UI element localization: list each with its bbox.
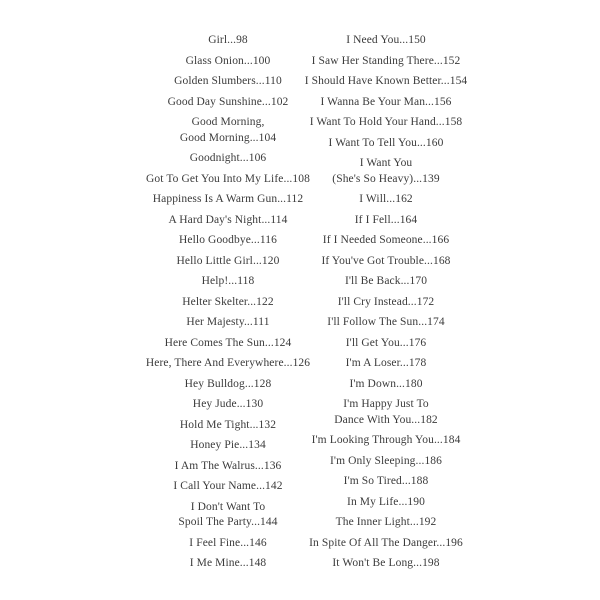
index-entry-left xyxy=(138,254,318,270)
index-entry-text: Honey Pie...134 xyxy=(190,439,266,451)
index-entry-text: Hey Jude...130 xyxy=(192,398,264,410)
index-entry-right xyxy=(296,254,476,270)
index-entry-left xyxy=(138,479,318,495)
index-entry-right xyxy=(296,556,476,572)
index-entry-left xyxy=(138,33,318,49)
index-entry-right xyxy=(296,213,476,229)
index-entry-left xyxy=(138,556,318,572)
index-entry-text: I'm Only Sleeping...186 xyxy=(329,454,443,467)
index-entry-text: The Inner Light...192 xyxy=(335,516,437,528)
index-entry-text: Good Morning...104 xyxy=(179,131,277,144)
index-entry-left xyxy=(138,459,318,475)
index-entry-text: Golden Slumbers...110 xyxy=(174,75,282,87)
index-entry-left xyxy=(138,151,318,167)
index-entry-text: I'll Get You...176 xyxy=(345,336,427,349)
index-entry-right xyxy=(296,33,476,49)
index-entry-right xyxy=(296,95,476,111)
index-entry-text: If I Fell...164 xyxy=(354,213,418,226)
index-entry-right xyxy=(296,115,476,131)
index-entry-text: Spoil The Party...144 xyxy=(178,516,278,528)
index-entry-right xyxy=(296,454,476,470)
index-entry-text: I'll Follow The Sun...174 xyxy=(327,316,445,328)
index-entry-left xyxy=(138,115,318,146)
index-entry-left xyxy=(138,438,318,454)
index-entry-right xyxy=(296,192,476,208)
index-entry-text: I Feel Fine...146 xyxy=(189,536,267,549)
index-entry-text: I Need You...150 xyxy=(346,34,426,46)
index-entry-text: I Wanna Be Your Man...156 xyxy=(320,95,452,108)
index-entry-right xyxy=(296,54,476,70)
index-entry-right xyxy=(296,274,476,290)
index-entry-text: I Call Your Name...142 xyxy=(173,480,283,492)
index-entry-left xyxy=(138,377,318,393)
index-entry-right xyxy=(296,397,476,428)
index-entry-text: Her Majesty...111 xyxy=(186,316,270,328)
index-entry-text: Happiness Is A Warm Gun...112 xyxy=(152,193,304,205)
index-entry-text: I'll Cry Instead...172 xyxy=(337,295,435,308)
index-entry-text: I Saw Her Standing There...152 xyxy=(311,54,461,67)
index-entry-left xyxy=(138,233,318,249)
index-entry-left xyxy=(138,54,318,70)
index-entry-text: Good Day Sunshine...102 xyxy=(167,95,289,108)
index-entry-text: Here, There And Everywhere...126 xyxy=(145,357,311,369)
index-entry-text: Goodnight...106 xyxy=(189,152,267,164)
index-entry-text: If I Needed Someone...166 xyxy=(322,234,450,246)
index-entry-left xyxy=(138,315,318,331)
index-entry-text: Helter Skelter...122 xyxy=(182,295,274,308)
index-entry-left xyxy=(138,95,318,111)
index-entry-left xyxy=(138,295,318,311)
index-entry-left xyxy=(138,500,318,531)
index-entry-text: Good Morning, xyxy=(191,116,265,128)
index-entry-left xyxy=(138,213,318,229)
index-entry-right xyxy=(296,156,476,187)
index-entry-left xyxy=(138,336,318,352)
index-entry-left xyxy=(138,356,318,372)
index-entry-text: I Am The Walrus...136 xyxy=(174,459,282,472)
index-entry-left xyxy=(138,397,318,413)
index-entry-left xyxy=(138,274,318,290)
index-entry-text: I Want You xyxy=(359,157,413,169)
index-entry-text: I Should Have Known Better...154 xyxy=(304,75,468,87)
index-entry-right xyxy=(296,336,476,352)
index-entry-left xyxy=(138,192,318,208)
index-entry-right xyxy=(296,515,476,531)
index-entry-text: Hello Little Girl...120 xyxy=(176,254,280,267)
index-entry-left xyxy=(138,536,318,552)
index-entry-right xyxy=(296,536,476,552)
index-entry-text: I'm So Tired...188 xyxy=(343,475,429,487)
index-entry-text: I Don't Want To xyxy=(190,500,266,513)
index-entry-text: Got To Get You Into My Life...108 xyxy=(146,172,310,185)
index-entry-text: I'll Be Back...170 xyxy=(344,275,428,287)
index-left-column xyxy=(138,33,318,577)
index-entry-right xyxy=(296,295,476,311)
index-entry-right xyxy=(296,474,476,490)
index-entry-text: A Hard Day's Night...114 xyxy=(168,213,288,226)
index-entry-text: I'm A Loser...178 xyxy=(345,357,427,369)
index-entry-right xyxy=(296,74,476,90)
index-entry-text: Girl...98 xyxy=(208,34,248,46)
index-entry-text: I Want To Hold Your Hand...158 xyxy=(309,116,463,128)
index-entry-text: Glass Onion...100 xyxy=(185,54,271,67)
index-entry-text: It Won't Be Long...198 xyxy=(332,557,440,569)
index-entry-text: I'm Looking Through You...184 xyxy=(311,434,461,446)
index-entry-text: I'm Down...180 xyxy=(349,377,423,390)
index-entry-text: Hello Goodbye...116 xyxy=(179,234,277,246)
index-entry-text: (She's So Heavy)...139 xyxy=(332,172,440,185)
index-entry-text: I Want To Tell You...160 xyxy=(328,136,444,149)
index-entry-text: I Will...162 xyxy=(359,193,413,205)
index-right-column xyxy=(296,33,476,577)
index-entry-right xyxy=(296,377,476,393)
index-entry-right xyxy=(296,433,476,449)
index-entry-left xyxy=(138,74,318,90)
index-entry-text: I'm Happy Just To xyxy=(343,398,429,410)
index-entry-text: Hold Me Tight...132 xyxy=(179,418,277,431)
index-entry-left xyxy=(138,418,318,434)
index-entry-text: I Me Mine...148 xyxy=(189,557,267,569)
index-entry-right xyxy=(296,356,476,372)
index-entry-text: If You've Got Trouble...168 xyxy=(321,254,451,267)
index-entry-right xyxy=(296,233,476,249)
index-entry-text: Here Comes The Sun...124 xyxy=(164,336,292,349)
index-entry-left xyxy=(138,172,318,188)
index-entry-text: In My Life...190 xyxy=(347,495,425,508)
index-entry-right xyxy=(296,315,476,331)
index-entry-text: In Spite Of All The Danger...196 xyxy=(309,536,463,549)
index-entry-right xyxy=(296,495,476,511)
index-entry-text: Hey Bulldog...128 xyxy=(184,377,272,390)
index-entry-right xyxy=(296,136,476,152)
index-entry-text: Dance With You...182 xyxy=(334,413,438,426)
index-entry-text: Help!...118 xyxy=(201,275,255,287)
